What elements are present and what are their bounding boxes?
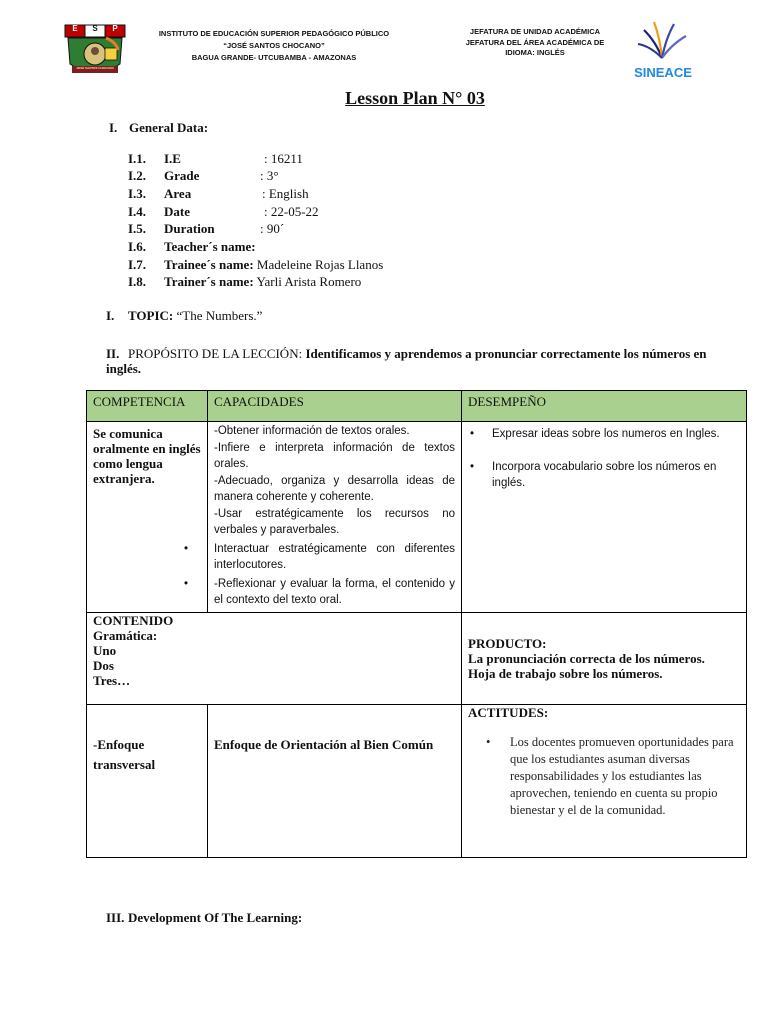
- competencia-cell: Se comunica oralmente en inglés como lengua extranjera.: [87, 422, 208, 613]
- general-item-trainer: I.8. Trainer´s name: Yarli Arista Romero: [128, 274, 362, 289]
- logo-letter-e: E: [72, 24, 78, 33]
- purpose-paragraph: II. PROPÓSITO DE LA LECCIÓN: Identificamos y aprendemos a pronunciar correctamente los números en inglés.: [106, 346, 707, 376]
- contenido-title: CONTENIDO: [93, 612, 174, 628]
- contenido-item-3: Tres…: [93, 672, 131, 688]
- enfoque-label: -Enfoque transversal: [93, 736, 156, 772]
- enfoque-value-cell: [208, 704, 462, 857]
- producto-line-2: Hoja de trabajo sobre los números.: [468, 665, 663, 681]
- purpose-label: PROPÓSITO DE LA LECCIÓN:: [128, 346, 303, 361]
- contenido-item-1: Uno: [93, 642, 117, 658]
- header-desempeno: DESEMPEÑO: [462, 391, 747, 422]
- enfoque-value: Enfoque de Orientación al Bien Común: [214, 736, 434, 752]
- general-item-teacher: I.6. Teacher´s name:: [128, 239, 256, 254]
- general-data-label: General Data:: [129, 120, 209, 135]
- institute-name: INSTITUTO DE EDUCACIÓN SUPERIOR PEDAGÓGICO PÚBLICO: [158, 29, 390, 38]
- general-item-area: I.3. Area : English: [128, 186, 309, 201]
- general-item-ie: I.1. I.E : 16211: [128, 151, 303, 166]
- general-data-num: I.: [109, 120, 118, 135]
- desempeno-2: • Incorpora vocabulario sobre los números en inglés.: [470, 460, 717, 489]
- capacidades-cell: [184, 422, 462, 613]
- department-line-3: IDIOMA: INGLÉS: [505, 48, 565, 57]
- producto-title: PRODUCTO:: [468, 635, 547, 651]
- producto-line-1: La pronunciación correcta de los números.: [468, 650, 705, 666]
- logo-letter-s: S: [92, 24, 98, 33]
- capacidad-2: -Infiere e interpreta información de textos orales.: [214, 441, 455, 470]
- capacidad-3: -Adecuado, organiza y desarrolla ideas de manera coherente y coherente.: [214, 474, 455, 503]
- capacidad-4: -Usar estratégicamente los recursos no verbales y paraverbales.: [214, 507, 455, 536]
- desempeno-1: • Expresar ideas sobre los numeros en Ingles.: [470, 428, 720, 440]
- department-header: [455, 27, 615, 59]
- general-item-date: I.4. Date : 22-05-22: [128, 204, 319, 219]
- contenido-item-2: Dos: [93, 657, 114, 673]
- actitudes-text: Los docentes promueven oportunidades para que los estudiantes asuman diversas responsabilidades y los estudiantes las aprovechen, teniendo en cuenta su propio bienestar y el de la comunidad.: [510, 734, 734, 817]
- desempeno-cell: [462, 422, 747, 613]
- department-line-1: JEFATURA DE UNIDAD ACADÉMICA: [469, 27, 601, 36]
- development-heading: III. Development Of The Learning:: [106, 910, 303, 925]
- topic-label: TOPIC:: [128, 308, 174, 323]
- page-title: Lesson Plan N° 03: [345, 88, 485, 108]
- logo-ribbon-text: JOSÉ SANTOS CHOCANO: [76, 66, 114, 70]
- capacidad-5: • Interactuar estratégicamente con diferentes interlocutores.: [184, 542, 455, 571]
- header-competencia: COMPETENCIA: [87, 391, 208, 422]
- general-item-duration: I.5. Duration : 90´: [128, 221, 285, 236]
- institute-header: [150, 28, 398, 64]
- sineace-label: SINEACE: [634, 65, 692, 80]
- sineace-logo: [626, 16, 700, 80]
- purpose-text: Identificamos y aprendemos a pronunciar correctamente los números en inglés.: [106, 346, 707, 376]
- actitudes-title: ACTITUDES:: [468, 704, 549, 720]
- logo-letter-p: P: [112, 24, 118, 33]
- topic-value: “The Numbers.”: [176, 308, 263, 323]
- header-capacidades: CAPACIDADES: [208, 391, 462, 422]
- topic-line: I. TOPIC: “The Numbers.”: [106, 308, 263, 323]
- producto-cell: [462, 612, 747, 704]
- contenido-subtitle: Gramática:: [93, 627, 158, 643]
- capacidad-1: -Obtener información de textos orales.: [214, 425, 410, 437]
- general-data-heading: [109, 120, 208, 136]
- department-line-2: JEFATURA DEL ÁREA ACADÉMICA DE: [465, 37, 605, 47]
- contenido-cell: [87, 612, 462, 704]
- general-item-grade: I.2. Grade : 3°: [128, 168, 279, 183]
- institute-location: BAGUA GRANDE- UTCUBAMBA - AMAZONAS: [191, 53, 357, 62]
- enfoque-label-cell: [87, 704, 208, 857]
- development-text: Development Of The Learning:: [128, 910, 303, 925]
- actitudes-item: • Los docentes promueven oportunidades para que los estudiantes asuman diversas responsabilidades y los estudiantes las aprovechen, teniendo en cuenta su propio bienestar y el de la comunidad.: [486, 734, 734, 817]
- general-item-trainee: I.7. Trainee´s name: Madeleine Rojas Llanos: [128, 257, 384, 272]
- capacidad-6: • -Reflexionar y evaluar la forma, el contenido y el contexto del texto oral.: [184, 577, 455, 606]
- institute-subname: “JOSÉ SANTOS CHOCANO”: [223, 41, 325, 50]
- lesson-table: [86, 390, 747, 858]
- actitudes-cell: [462, 704, 747, 857]
